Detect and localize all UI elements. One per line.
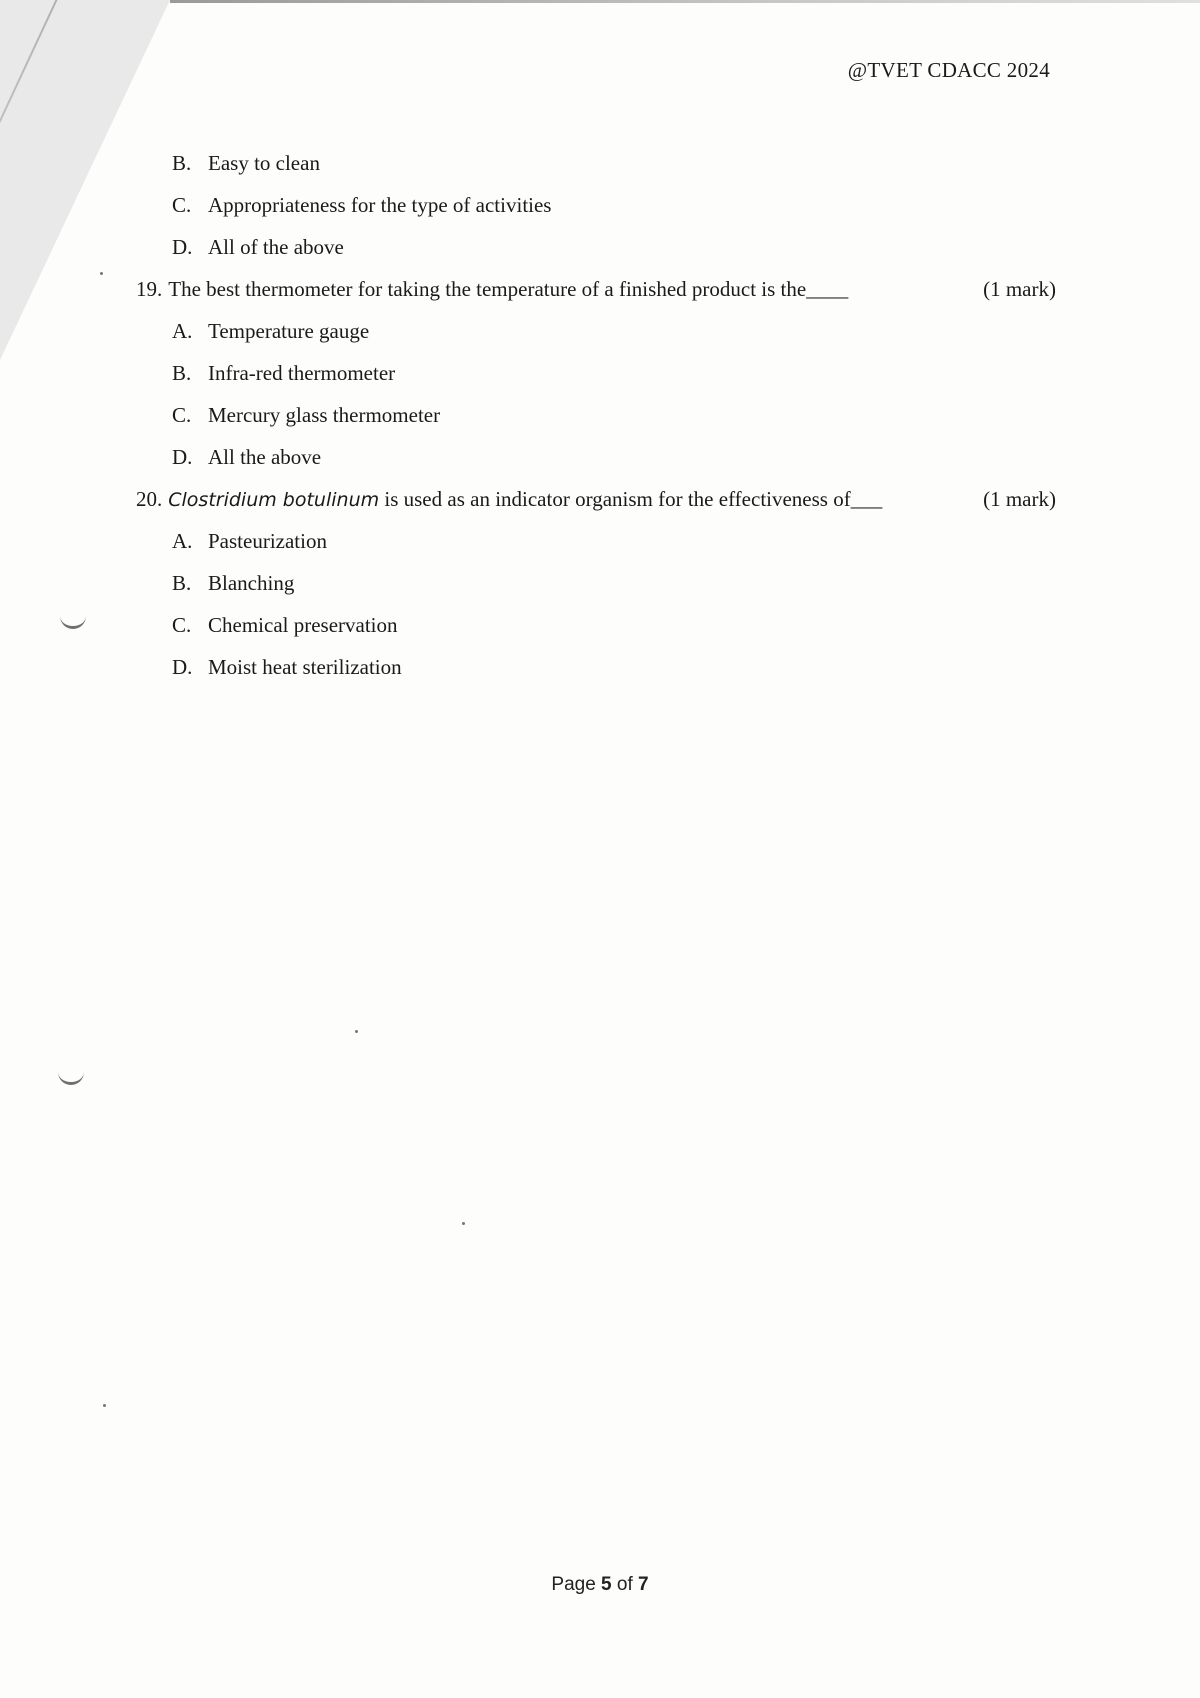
question-number: 20. bbox=[136, 487, 163, 511]
question-20-text bbox=[136, 478, 882, 520]
option-text: Chemical preservation bbox=[208, 613, 398, 637]
q20-option-b bbox=[136, 562, 1056, 604]
punch-hole-mark bbox=[60, 612, 86, 629]
question-marks: (1 mark) bbox=[983, 277, 1056, 301]
scan-speck bbox=[103, 1404, 106, 1407]
option-text: Blanching bbox=[208, 571, 295, 595]
scan-speck bbox=[355, 1030, 358, 1033]
option-text: Temperature gauge bbox=[208, 319, 370, 343]
page-number: 5 bbox=[601, 1574, 612, 1595]
question-19 bbox=[136, 268, 1056, 310]
option-text: All of the above bbox=[208, 235, 344, 259]
question-marks: (1 mark) bbox=[983, 487, 1056, 511]
scan-speck bbox=[100, 272, 103, 275]
option-letter: B. bbox=[172, 571, 192, 595]
option-letter: C. bbox=[172, 403, 192, 427]
q19-option-a bbox=[136, 310, 1056, 352]
page-of-label: of bbox=[611, 1574, 639, 1595]
question-stem: The best thermometer for taking the temperature of a finished product is the____ bbox=[168, 277, 849, 301]
scan-top-edge bbox=[170, 0, 1200, 3]
option-letter: A. bbox=[172, 529, 193, 553]
option-letter: D. bbox=[172, 235, 193, 259]
punch-hole-mark bbox=[58, 1068, 84, 1085]
question-stem: is used as an indicator organism for the effectiveness of___ bbox=[379, 487, 883, 511]
option-text: Pasteurization bbox=[208, 529, 327, 553]
question-20 bbox=[136, 478, 1056, 520]
organism-name: Clostridium botulinum bbox=[168, 489, 380, 511]
option-text: All the above bbox=[208, 445, 322, 469]
q20-option-a bbox=[136, 520, 1056, 562]
scan-speck bbox=[462, 1222, 465, 1225]
q19-option-c bbox=[136, 394, 1056, 436]
q20-option-c bbox=[136, 604, 1056, 646]
q20-option-d bbox=[136, 646, 1056, 688]
page-label: Page bbox=[551, 1574, 602, 1595]
q19-option-d bbox=[136, 436, 1056, 478]
option-text: Infra-red thermometer bbox=[208, 361, 396, 385]
option-text: Moist heat sterilization bbox=[208, 655, 402, 679]
option-letter: D. bbox=[172, 655, 193, 679]
option-letter: A. bbox=[172, 319, 193, 343]
option-letter: D. bbox=[172, 445, 193, 469]
option-text: Mercury glass thermometer bbox=[208, 403, 441, 427]
option-letter: B. bbox=[172, 151, 192, 175]
question-section bbox=[136, 142, 1056, 688]
q18-option-b bbox=[136, 142, 1056, 184]
option-letter: B. bbox=[172, 361, 192, 385]
question-number: 19. bbox=[136, 277, 163, 301]
page-total: 7 bbox=[638, 1574, 649, 1595]
question-19-text bbox=[136, 268, 848, 310]
option-text: Easy to clean bbox=[208, 151, 320, 175]
option-text: Appropriateness for the type of activities bbox=[208, 193, 552, 217]
q18-option-c bbox=[136, 184, 1056, 226]
page-footer bbox=[0, 1574, 1200, 1596]
q18-option-d bbox=[136, 226, 1056, 268]
exam-header-code: @TVET CDACC 2024 bbox=[847, 58, 1050, 82]
q19-option-b bbox=[136, 352, 1056, 394]
option-letter: C. bbox=[172, 613, 192, 637]
option-letter: C. bbox=[172, 193, 192, 217]
